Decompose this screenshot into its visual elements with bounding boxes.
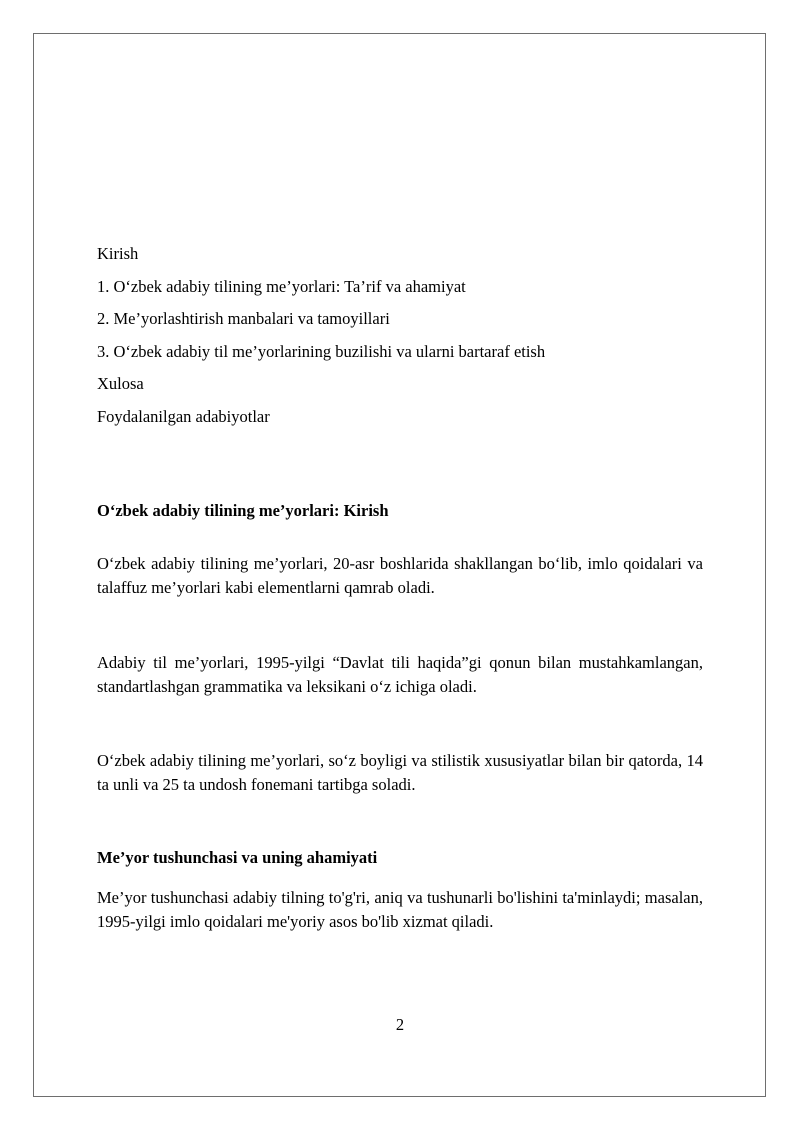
toc-item-references: Foydalanilgan adabiyotlar <box>97 406 270 426</box>
toc-item-3: 3. O‘zbek adabiy til me’yorlarining buzilishi va ularni bartaraf etish <box>97 341 546 361</box>
section-heading-intro: O‘zbek adabiy tilining me’yorlari: Kirish <box>97 501 389 520</box>
section-heading-norm-concept: Me’yor tushunchasi va uning ahamiyati <box>97 848 378 867</box>
table-of-contents <box>97 243 707 439</box>
toc-item-conclusion: Xulosa <box>97 374 144 394</box>
paragraph-3: O‘zbek adabiy tilining me’yorlari, so‘z boyligi va stilistik xususiyatlar bilan bir qatorda, 14 ta unli va 25 ta undosh fonemani tartibga soladi. <box>97 751 703 794</box>
toc-item-1: 1. O‘zbek adabiy tilining me’yorlari: Ta’rif va ahamiyat <box>97 276 466 296</box>
page-number: 2 <box>395 1015 405 1034</box>
paragraph-2: Adabiy til me’yorlari, 1995-yilgi “Davlat tili haqida”gi qonun bilan mustahkamlangan, standartlashgan grammatika va leksikani o‘z ichiga oladi. <box>97 653 703 696</box>
paragraph-1: O‘zbek adabiy tilining me’yorlari, 20-asr boshlarida shakllangan bo‘lib, imlo qoidalari va talaffuz me’yorlari kabi elementlarni qamrab oladi. <box>97 554 703 597</box>
toc-item-2: 2. Me’yorlashtirish manbalari va tamoyillari <box>97 309 390 329</box>
toc-item-intro: Kirish <box>97 244 139 263</box>
paragraph-4: Me’yor tushunchasi adabiy tilning to'g'ri, aniq va tushunarli bo'lishini ta'minlaydi; masalan, 1995-yilgi imlo qoidalari me'yoriy asos bo'lib xizmat qiladi. <box>97 888 703 931</box>
